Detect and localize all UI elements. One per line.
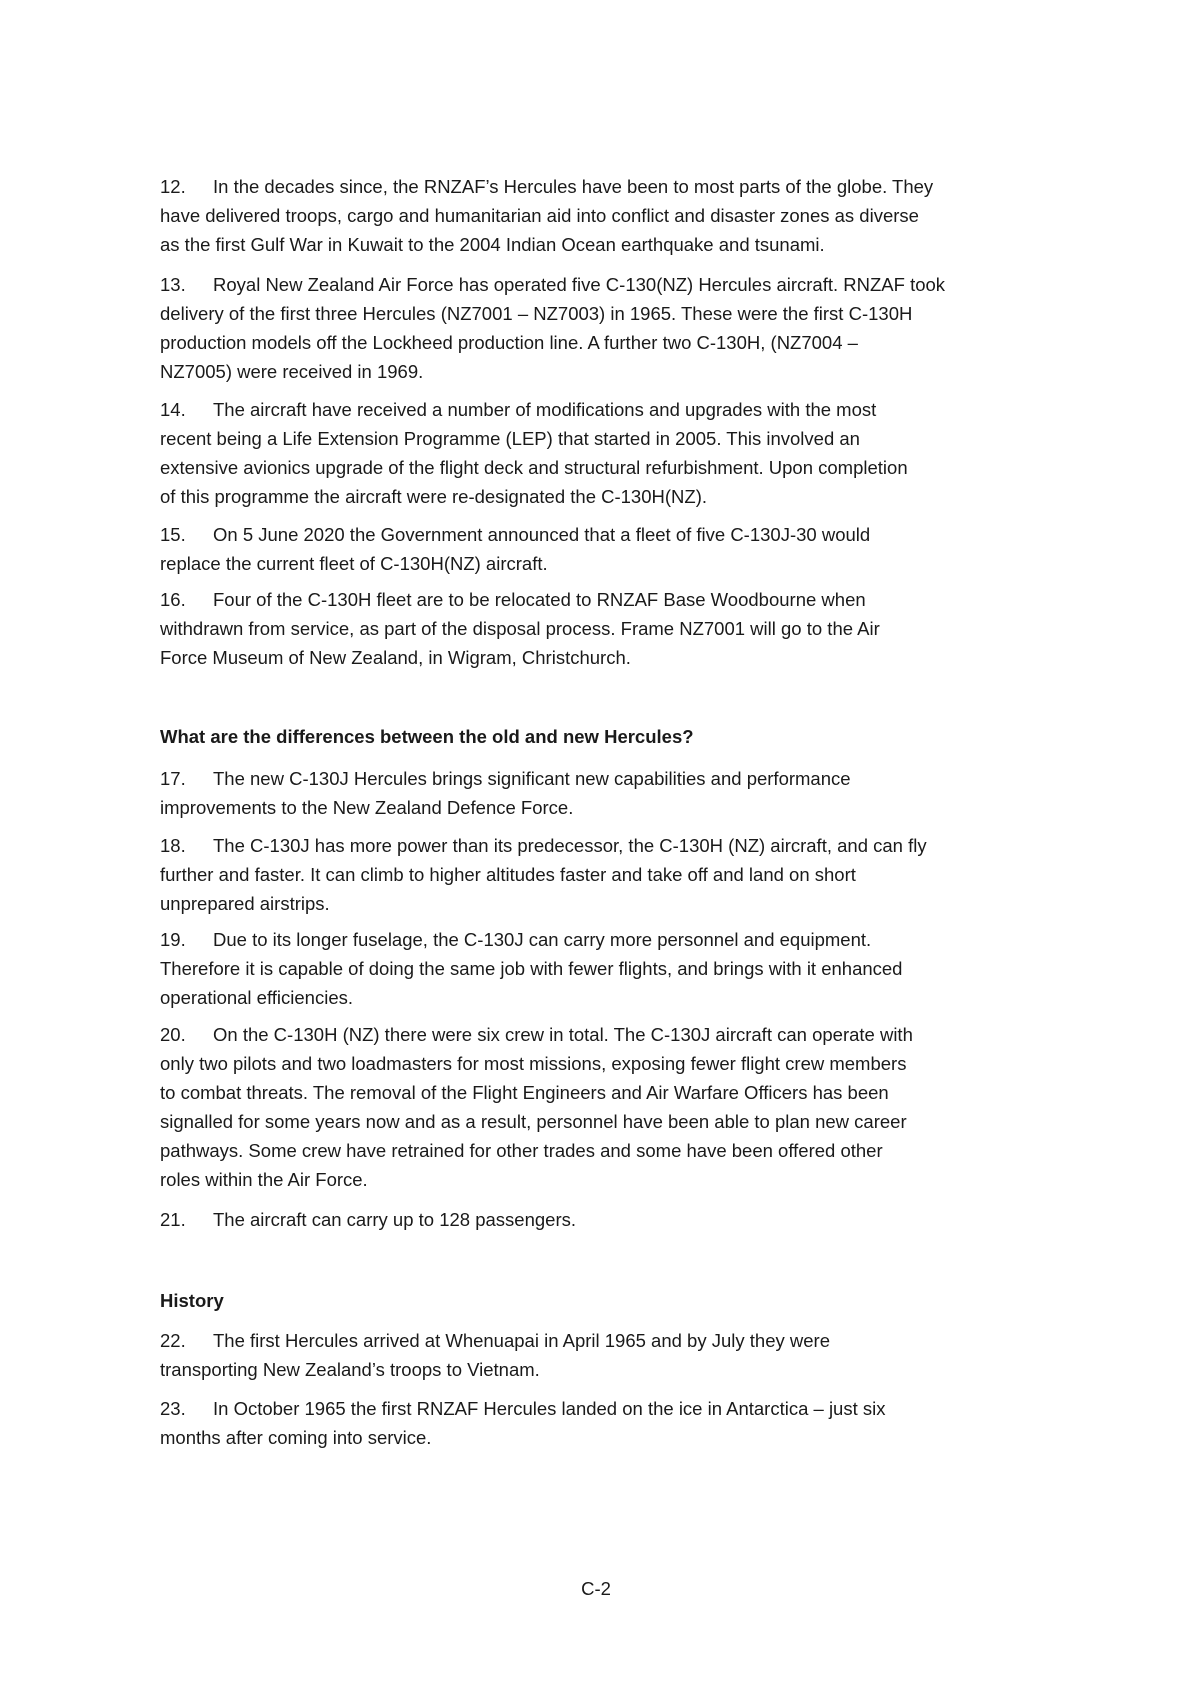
paragraph-text: The C-130J has more power than its predecessor, the C-130H (NZ) aircraft, and can fly bbox=[213, 835, 927, 856]
paragraph-text: Four of the C-130H fleet are to be relocated to RNZAF Base Woodbourne when bbox=[213, 589, 866, 610]
numbered-paragraph bbox=[160, 831, 1060, 918]
paragraph-line bbox=[160, 1423, 1060, 1452]
paragraph-text: transporting New Zealand’s troops to Vietnam. bbox=[160, 1359, 540, 1380]
numbered-paragraph bbox=[160, 395, 1060, 511]
paragraph-number: 15. bbox=[160, 524, 186, 545]
paragraph-text: NZ7005) were received in 1969. bbox=[160, 361, 424, 382]
paragraph-line bbox=[160, 549, 1060, 578]
paragraph-text: further and faster. It can climb to higher altitudes faster and take off and land on short bbox=[160, 864, 856, 885]
paragraph-line bbox=[160, 1355, 1060, 1384]
paragraph-text: only two pilots and two loadmasters for most missions, exposing fewer flight crew members bbox=[160, 1053, 907, 1074]
paragraph-text: delivery of the first three Hercules (NZ7001 – NZ7003) in 1965. These were the first C-130H bbox=[160, 303, 913, 324]
numbered-paragraph bbox=[160, 1326, 1060, 1384]
paragraph-text: signalled for some years now and as a result, personnel have been able to plan new career bbox=[160, 1111, 907, 1132]
section-heading-history: History bbox=[160, 1290, 224, 1311]
paragraph-text: The new C-130J Hercules brings significant new capabilities and performance bbox=[213, 768, 851, 789]
paragraph-line bbox=[160, 889, 1060, 918]
paragraph-line bbox=[160, 983, 1060, 1012]
paragraph-line bbox=[160, 201, 1060, 230]
paragraph-line bbox=[160, 1165, 1060, 1194]
paragraph-line bbox=[160, 299, 1060, 328]
paragraph-number: 23. bbox=[160, 1398, 186, 1419]
paragraph-number: 14. bbox=[160, 399, 186, 420]
paragraph-text: improvements to the New Zealand Defence Force. bbox=[160, 797, 574, 818]
paragraph-number: 12. bbox=[160, 176, 186, 197]
paragraph-text: production models off the Lockheed production line. A further two C-130H, (NZ7004 – bbox=[160, 332, 858, 353]
paragraph-line bbox=[160, 585, 1060, 614]
paragraph-number: 17. bbox=[160, 768, 186, 789]
paragraph-text: months after coming into service. bbox=[160, 1427, 432, 1448]
paragraph-text: have delivered troops, cargo and humanitarian aid into conflict and disaster zones as diverse bbox=[160, 205, 919, 226]
paragraph-text: On the C-130H (NZ) there were six crew in total. The C-130J aircraft can operate with bbox=[213, 1024, 913, 1045]
paragraph-line bbox=[160, 230, 1060, 259]
numbered-paragraph bbox=[160, 925, 1060, 1012]
paragraph-line bbox=[160, 520, 1060, 549]
paragraph-line bbox=[160, 1205, 1060, 1234]
paragraph-text: On 5 June 2020 the Government announced that a fleet of five C-130J-30 would bbox=[213, 524, 871, 545]
paragraph-text: The aircraft can carry up to 128 passengers. bbox=[213, 1209, 576, 1230]
paragraph-line bbox=[160, 357, 1060, 386]
paragraph-text: Royal New Zealand Air Force has operated five C-130(NZ) Hercules aircraft. RNZAF took bbox=[213, 274, 946, 295]
paragraph-line bbox=[160, 954, 1060, 983]
paragraph-number: 22. bbox=[160, 1330, 186, 1351]
paragraph-text: operational efficiencies. bbox=[160, 987, 354, 1008]
paragraph-line bbox=[160, 860, 1060, 889]
paragraph-line bbox=[160, 1020, 1060, 1049]
paragraph-line bbox=[160, 764, 1060, 793]
paragraph-line bbox=[160, 270, 1060, 299]
paragraph-text: extensive avionics upgrade of the flight deck and structural refurbishment. Upon completion bbox=[160, 457, 908, 478]
paragraph-line bbox=[160, 614, 1060, 643]
paragraph-text: replace the current fleet of C-130H(NZ) aircraft. bbox=[160, 553, 548, 574]
paragraph-text: The first Hercules arrived at Whenuapai in April 1965 and by July they were bbox=[213, 1330, 830, 1351]
paragraph-line bbox=[160, 925, 1060, 954]
paragraph-number: 18. bbox=[160, 835, 186, 856]
paragraph-line bbox=[160, 395, 1060, 424]
paragraph-text: In the decades since, the RNZAF’s Hercules have been to most parts of the globe. They bbox=[213, 176, 934, 197]
paragraph-number: 13. bbox=[160, 274, 186, 295]
paragraph-number: 16. bbox=[160, 589, 186, 610]
paragraph-number: 19. bbox=[160, 929, 186, 950]
paragraph-text: unprepared airstrips. bbox=[160, 893, 330, 914]
paragraph-number: 20. bbox=[160, 1024, 186, 1045]
paragraph-line bbox=[160, 1049, 1060, 1078]
paragraph-text: Force Museum of New Zealand, in Wigram, Christchurch. bbox=[160, 647, 631, 668]
section-heading-differences: What are the differences between the old and new Hercules? bbox=[160, 726, 694, 747]
numbered-paragraph bbox=[160, 520, 1060, 578]
numbered-paragraph bbox=[160, 764, 1060, 822]
paragraph-line bbox=[160, 482, 1060, 511]
paragraph-text: In October 1965 the first RNZAF Hercules landed on the ice in Antarctica – just six bbox=[213, 1398, 886, 1419]
paragraph-line bbox=[160, 424, 1060, 453]
paragraph-line bbox=[160, 831, 1060, 860]
paragraph-number: 21. bbox=[160, 1209, 186, 1230]
numbered-paragraph bbox=[160, 270, 1060, 386]
paragraph-text: to combat threats. The removal of the Flight Engineers and Air Warfare Officers has been bbox=[160, 1082, 889, 1103]
paragraph-line bbox=[160, 1326, 1060, 1355]
paragraph-text: of this programme the aircraft were re-designated the C-130H(NZ). bbox=[160, 486, 707, 507]
numbered-paragraph bbox=[160, 1020, 1060, 1194]
paragraph-line bbox=[160, 328, 1060, 357]
numbered-paragraph bbox=[160, 1394, 1060, 1452]
paragraph-text: Due to its longer fuselage, the C-130J can carry more personnel and equipment. bbox=[213, 929, 872, 950]
numbered-paragraph bbox=[160, 585, 1060, 672]
paragraph-text: as the first Gulf War in Kuwait to the 2004 Indian Ocean earthquake and tsunami. bbox=[160, 234, 825, 255]
paragraph-line bbox=[160, 1107, 1060, 1136]
paragraph-line bbox=[160, 453, 1060, 482]
paragraph-text: recent being a Life Extension Programme (LEP) that started in 2005. This involved an bbox=[160, 428, 860, 449]
page-number: C-2 bbox=[581, 1578, 611, 1599]
paragraph-text: pathways. Some crew have retrained for other trades and some have been offered other bbox=[160, 1140, 883, 1161]
paragraph-line bbox=[160, 172, 1060, 201]
paragraph-line bbox=[160, 1136, 1060, 1165]
paragraph-line bbox=[160, 793, 1060, 822]
paragraph-text: The aircraft have received a number of modifications and upgrades with the most bbox=[213, 399, 877, 420]
paragraph-text: Therefore it is capable of doing the same job with fewer flights, and brings with it enhanced bbox=[160, 958, 903, 979]
numbered-paragraph bbox=[160, 172, 1060, 259]
numbered-paragraph bbox=[160, 1205, 1060, 1234]
paragraph-line bbox=[160, 1078, 1060, 1107]
paragraph-line bbox=[160, 1394, 1060, 1423]
paragraph-line bbox=[160, 643, 1060, 672]
paragraph-text: roles within the Air Force. bbox=[160, 1169, 368, 1190]
paragraph-text: withdrawn from service, as part of the disposal process. Frame NZ7001 will go to the Air bbox=[160, 618, 880, 639]
